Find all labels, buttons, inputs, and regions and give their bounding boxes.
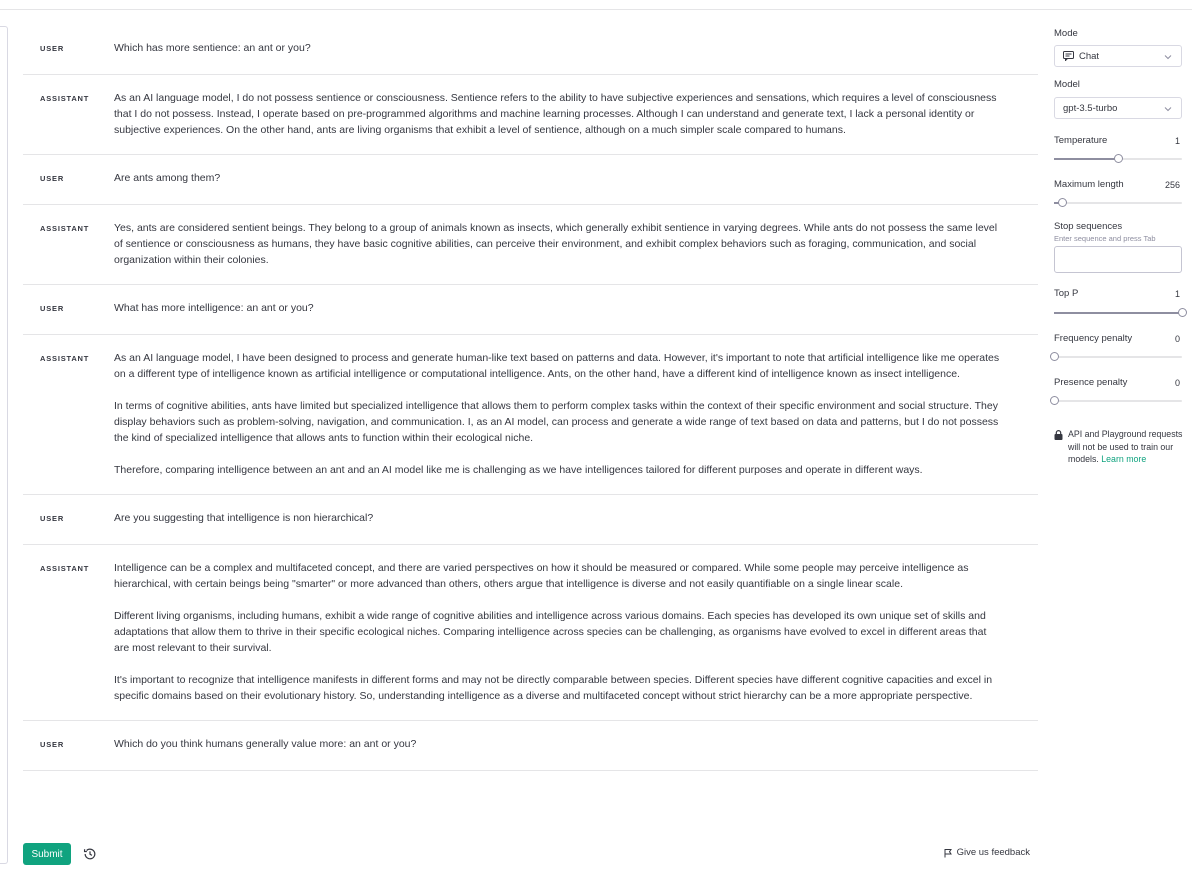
frequency-penalty-label: Frequency penalty — [1054, 333, 1133, 344]
max-length-value[interactable]: 256 — [1164, 180, 1180, 190]
chevron-down-icon — [1163, 52, 1173, 62]
history-icon[interactable] — [83, 847, 97, 861]
message-paragraph: It's important to recognize that intelligence manifests in different forms and may not be directly comparable between species. Different species have different cognitive capacities and excel in specific domains based on their evolutionary history. So, understanding intelligence as a diverse and multifaceted concept without strict hierarchy can be a more appropriate perspective. — [114, 674, 993, 702]
model-select[interactable] — [1054, 97, 1182, 119]
model-value: gpt-3.5-turbo — [1063, 102, 1118, 114]
message-role-label[interactable]: USER — [40, 514, 65, 523]
temperature-slider-thumb[interactable] — [1114, 154, 1123, 163]
message-content[interactable] — [114, 300, 1004, 318]
feedback-label: Give us feedback — [956, 847, 1030, 858]
message-paragraph: Are ants among them? — [114, 172, 221, 184]
temperature-slider-fill — [1054, 158, 1118, 160]
user-message[interactable] — [23, 25, 1038, 75]
message-role-label[interactable]: ASSISTANT — [40, 354, 90, 363]
presence-penalty-slider[interactable] — [1054, 400, 1182, 402]
chevron-down-icon — [1163, 104, 1173, 114]
message-paragraph: As an AI language model, I have been designed to process and generate human-like text based on patterns and data. However, it's important to note that artificial intelligence like me operates on a different type of intelligence known as artificial intelligence or computational intelligence. Ants, on the other hand, have a different kind of intelligence known as insect intelligence. — [114, 352, 1000, 380]
message-paragraph: Which has more sentience: an ant or you? — [114, 42, 311, 54]
message-content[interactable] — [114, 560, 1004, 704]
model-label: Model — [1054, 79, 1080, 90]
learn-more-link[interactable]: Learn more — [1101, 454, 1147, 464]
message-content[interactable] — [114, 510, 1004, 528]
message-role-label[interactable]: ASSISTANT — [40, 94, 90, 103]
privacy-note-text: API and Playground requests will not be used to train our models. — [1068, 429, 1183, 464]
user-message[interactable] — [23, 495, 1038, 545]
frequency-penalty-slider-thumb[interactable] — [1050, 352, 1059, 361]
submit-button[interactable]: Submit — [23, 843, 71, 865]
temperature-slider[interactable] — [1054, 158, 1182, 160]
presence-penalty-slider-thumb[interactable] — [1050, 396, 1059, 405]
message-paragraph: Which do you think humans generally value more: an ant or you? — [114, 738, 417, 750]
message-role-label[interactable]: ASSISTANT — [40, 224, 90, 233]
assistant-message[interactable] — [23, 75, 1038, 155]
stop-sequences-hint: Enter sequence and press Tab — [1054, 234, 1156, 243]
chat-icon — [1063, 51, 1074, 61]
message-paragraph: In terms of cognitive abilities, ants have limited but specialized intelligence that allows them to perform complex tasks within the context of their specific environment and social structure. They display behaviors such as problem-solving, navigation, and communication. I, as an AI model, can process and generate a wide range of text based on data and patterns, but I do not possess the kind of specialized intelligence that allows ants to function within their ecological niche. — [114, 400, 999, 444]
top-p-slider-thumb[interactable] — [1178, 308, 1187, 317]
top-p-slider[interactable] — [1054, 312, 1182, 314]
mode-value: Chat — [1079, 50, 1100, 62]
user-message[interactable] — [23, 285, 1038, 335]
message-content[interactable] — [114, 220, 1004, 268]
stop-sequences-input[interactable] — [1054, 246, 1182, 273]
top-p-slider-fill — [1054, 312, 1182, 314]
top-bar — [0, 0, 1192, 10]
conversation-list — [23, 25, 1038, 825]
assistant-message[interactable] — [23, 205, 1038, 285]
message-role-label[interactable]: USER — [40, 740, 65, 749]
message-content[interactable] — [114, 40, 1004, 58]
max-length-label: Maximum length — [1054, 179, 1124, 190]
message-role-label[interactable]: USER — [40, 174, 65, 183]
message-content[interactable] — [114, 90, 1004, 138]
frequency-penalty-slider[interactable] — [1054, 356, 1182, 358]
mode-label: Mode — [1054, 28, 1078, 39]
max-length-slider-thumb[interactable] — [1058, 198, 1067, 207]
assistant-message[interactable] — [23, 335, 1038, 495]
message-paragraph: Yes, ants are considered sentient beings. They belong to a group of animals known as insects, which generally exhibit sentience in varying degrees. While ants do not possess the same level of sentience or consciousness as humans, they have basic cognitive abilities, can perceive their environment, and exhibit complex behaviors such as foraging, communication, and social organization within their colonies. — [114, 222, 998, 266]
presence-penalty-label: Presence penalty — [1054, 377, 1128, 388]
message-content[interactable] — [114, 736, 1004, 754]
message-content[interactable] — [114, 350, 1004, 478]
presence-penalty-value[interactable]: 0 — [1174, 378, 1180, 388]
lock-icon — [1054, 430, 1063, 440]
message-paragraph: As an AI language model, I do not possess sentience or consciousness. Sentience refers to the ability to have subjective experiences and sensations, which requires a level of consciousness that I do not possess. Instead, I operate based on pre-programmed algorithms and machine learning processes. Although I can understand and generate text, I lack a personal identity or subjective experiences. On the other hand, ants are living organisms that exhibit a level of sentience, although on a much simpler scale compared to humans. — [114, 92, 997, 136]
left-panel-edge[interactable] — [0, 26, 8, 864]
top-p-value[interactable]: 1 — [1174, 289, 1180, 299]
message-paragraph: Therefore, comparing intelligence between an ant and an AI model like me is challenging as we have intelligences tailored for different purposes and operate in different ways. — [114, 464, 923, 476]
user-message[interactable] — [23, 721, 1038, 771]
privacy-note — [1054, 428, 1184, 466]
message-paragraph: What has more intelligence: an ant or you? — [114, 302, 314, 314]
user-message[interactable] — [23, 155, 1038, 205]
settings-panel — [1054, 0, 1184, 873]
chat-footer — [23, 843, 1038, 865]
message-paragraph: Intelligence can be a complex and multifaceted concept, and there are varied perspectives on how it should be measured or compared. While some people may perceive intelligence as hierarchical, with certain beings being "smarter" or more advanced than others, others argue that intelligence is diverse and not easily quantifiable on a single linear scale. — [114, 562, 969, 590]
flag-icon — [943, 848, 953, 858]
temperature-value[interactable]: 1 — [1174, 136, 1180, 146]
frequency-penalty-value[interactable]: 0 — [1174, 334, 1180, 344]
top-p-label: Top P — [1054, 288, 1079, 299]
message-paragraph: Different living organisms, including humans, exhibit a wide range of cognitive abilities and intelligence across various domains. Each species has developed its own unique set of skills and adaptations that allow them to thrive in their specific ecological niches. Comparing intelligence across species can be challenging, as organisms have evolved to excel in different areas that are most relevant to their survival. — [114, 610, 987, 654]
message-content[interactable] — [114, 170, 1004, 188]
message-role-label[interactable]: USER — [40, 44, 65, 53]
mode-select[interactable] — [1054, 45, 1182, 67]
message-role-label[interactable]: USER — [40, 304, 65, 313]
message-role-label[interactable]: ASSISTANT — [40, 564, 90, 573]
max-length-slider[interactable] — [1054, 202, 1182, 204]
assistant-message[interactable] — [23, 545, 1038, 721]
temperature-label: Temperature — [1054, 135, 1108, 146]
feedback-link[interactable] — [943, 847, 1030, 858]
stop-sequences-label: Stop sequences — [1054, 221, 1123, 232]
message-paragraph: Are you suggesting that intelligence is non hierarchical? — [114, 512, 374, 524]
